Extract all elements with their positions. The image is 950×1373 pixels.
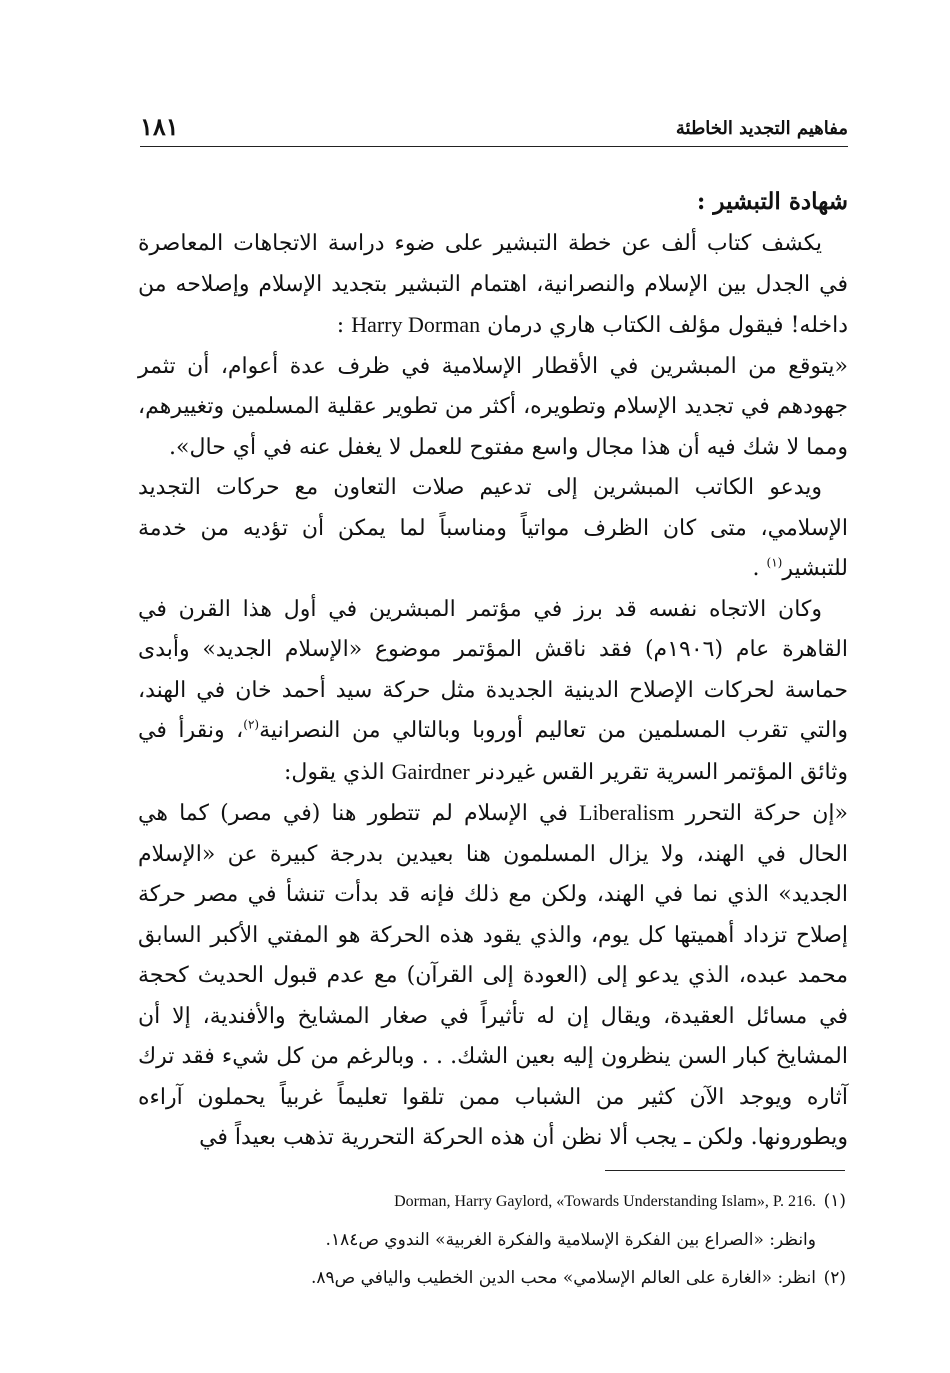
- footnote-1-text: Dorman, Harry Gaylord, «Towards Understanding Islam», P. 216.: [394, 1193, 816, 1210]
- footnotes: [200, 1182, 846, 1297]
- footnote-1-continued: وانظر: «الصراع بين الفكرة الإسلامية والفكرة الغربية» الندوي ص١٨٤.: [325, 1230, 816, 1250]
- paragraph-4-end: الذي يقول:: [283, 759, 385, 785]
- footnote-rule: [605, 1170, 845, 1171]
- footnote-1-number: (١): [823, 1191, 846, 1211]
- footnote-ref-2: (٢): [243, 717, 260, 732]
- footnote-1: [200, 1182, 846, 1221]
- liberalism-latin: Liberalism: [579, 800, 675, 825]
- paragraph-4-text: وكان الاتجاه نفسه قد برز في مؤتمر المبشرين في أول هذا القرن في القاهرة عام (١٩٠٦م) فقد ناقش المؤتمر موضوع «الإسلام الجديد» وأبدى حماسة لحركات الإصلاح الدينية الجديدة مثل حركة سيد أحمد خان في الهند، والتي تقرب المسلمين من تعاليم أوروبا وبالتالي من النصرانية: [138, 596, 848, 743]
- paragraph-3-end: .: [752, 556, 760, 581]
- paragraph-4: [138, 590, 848, 794]
- footnote-2-number: (٢): [823, 1268, 846, 1288]
- footnote-2: [200, 1259, 846, 1297]
- author-name-latin: Harry Dorman: [351, 312, 481, 337]
- footnote-2-text: انظر: «الغارة على العالم الإسلامي» محب الدين الخطيب واليافي ص٨٩.: [310, 1268, 816, 1288]
- gairdner-latin: Gairdner: [391, 758, 470, 784]
- paragraph-1-text: يكشف كتاب ألف عن خطة التبشير على ضوء دراسة الاتجاهات المعاصرة في الجدل بين الإسلام والنصرانية، اهتمام التبشير بتجديد الإسلام وإصلاحه من داخله! فيقول مؤلف الكتاب هاري درمان: [138, 231, 848, 338]
- paragraph-2-quote: «يتوقع من المبشرين في الأقطار الإسلامية في ظرف عدة أعوام، أن تثمر جهودهم في تجديد الإسلام وتطويره، أكثر من تطوير عقلية المسلمين وتغييرهم، ومما لا شك فيه أن هذا مجال واسع مفتوح للعمل لا يغفل عنه في أي حال».: [138, 353, 848, 460]
- footnote-ref-1: (١): [766, 555, 783, 570]
- paragraph-4-continued: ، ونقرأ في وثائق المؤتمر السرية تقرير القس غيردنر: [138, 718, 848, 785]
- running-title: مفاهيم التجديد الخاطئة: [675, 118, 848, 139]
- page-number: ١٨١: [140, 112, 179, 141]
- paragraph-5-text: في الإسلام لم تتطور هنا (في مصر) كما هي الحال في الهند، ولا يزال المسلمون هنا بعيدين بدرجة كبيرة عن «الإسلام الجديد» الذي نما في الهند، ولكن مع ذلك فإنه قد بدأت تنشأ في مصر حركة إصلاح تزداد أهميتها كل يوم، والذي يقود هذه الحركة هو المفتي الأكبر السابق محمد عبده، الذي يدعو إلى (العودة إلى القرآن) مع عدم قبول الحديث كحجة في مسائل العقيدة، ويقال إن له تأثيراً في صغار المشايخ والأفندية، إلا أن المشايخ كبار السن ينظرون إليه بعين الشك. . . وبالرغم من كل شيء فقد ترك آثاره ويوجد الآن كثير من الشباب ممن تلقوا تعليماً غربياً يحملون آراءه ويطورونها. ولكن ـ يجب ألا نظن أن هذه الحركة التحررية تذهب بعيداً في: [138, 801, 848, 1150]
- paragraph-1: [138, 224, 848, 347]
- paragraph-1-colon: :: [336, 313, 345, 338]
- body-text: [138, 180, 848, 1159]
- page-header: [140, 112, 848, 146]
- header-rule: [140, 146, 848, 147]
- paragraph-3-text: ويدعو الكاتب المبشرين إلى تدعيم صلات التعاون مع حركات التجديد الإسلامي، متى كان الظرف مواتياً ومناسباً لما يمكن أن تؤديه من خدمة للتبشير: [138, 475, 848, 581]
- paragraph-5-quote: [138, 793, 848, 1159]
- section-heading: شهادة التبشير :: [696, 188, 848, 215]
- paragraph-5-start: «إن حركة التحرر: [685, 801, 848, 826]
- paragraph-3: [138, 468, 848, 590]
